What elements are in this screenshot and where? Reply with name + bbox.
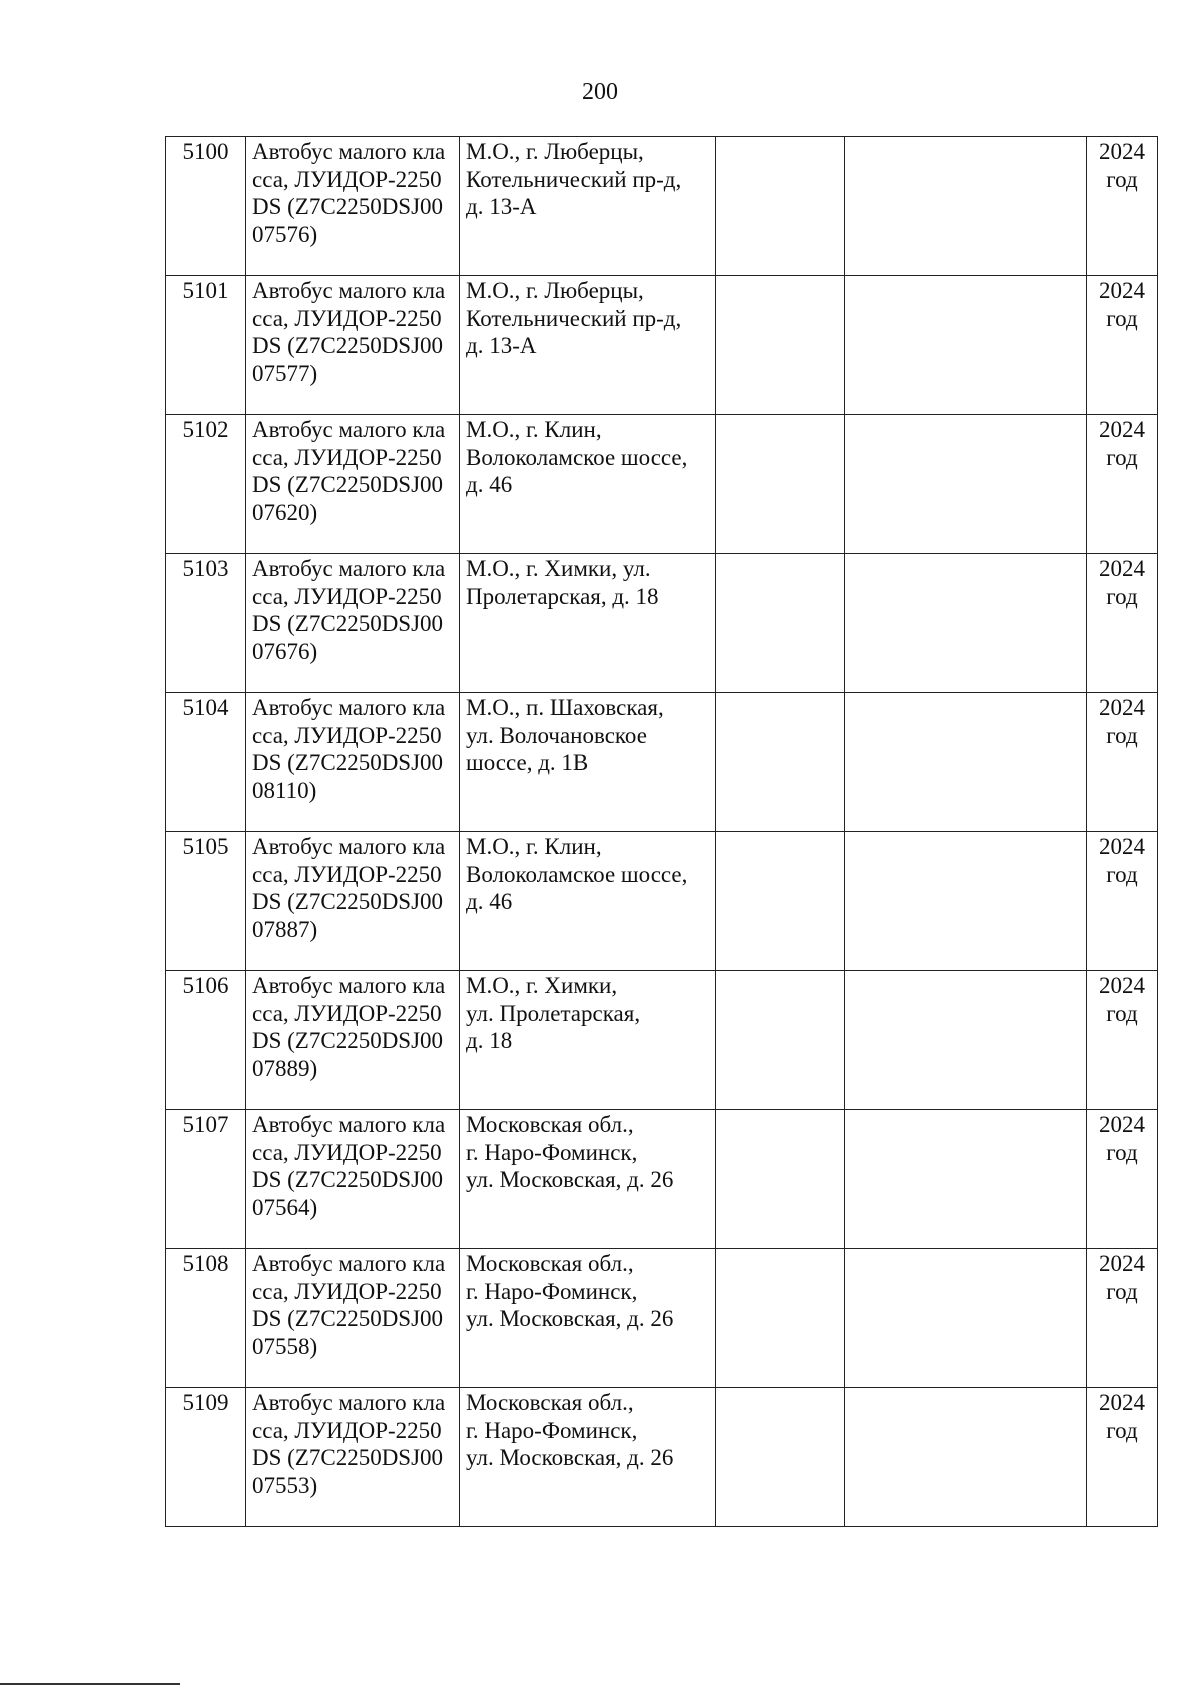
table-row: [166, 1388, 1158, 1527]
vehicle-address: М.О., г. Люберцы, Котельнический пр-д, д. 13-А: [460, 276, 716, 415]
table-row: [166, 415, 1158, 554]
vehicle-name: Автобус малого класса, ЛУИДОР-2250DS (Z7C2250DSJ0007887): [246, 832, 460, 971]
table-row: [166, 137, 1158, 276]
empty-cell: [845, 415, 1087, 554]
empty-cell: [845, 137, 1087, 276]
vehicle-address: Московская обл., г. Наро-Фоминск, ул. Московская, д. 26: [460, 1249, 716, 1388]
year-cell: 2024 год: [1087, 971, 1158, 1110]
row-number: 5100: [166, 137, 246, 276]
empty-cell: [845, 1249, 1087, 1388]
empty-cell: [845, 832, 1087, 971]
empty-cell: [845, 693, 1087, 832]
vehicle-name: Автобус малого класса, ЛУИДОР-2250DS (Z7C2250DSJ0007576): [246, 137, 460, 276]
table-row: [166, 971, 1158, 1110]
vehicle-name: Автобус малого класса, ЛУИДОР-2250DS (Z7C2250DSJ0007577): [246, 276, 460, 415]
bottom-rule: [0, 1683, 180, 1685]
row-number: 5104: [166, 693, 246, 832]
vehicle-table: [165, 136, 1158, 1527]
page-number: 200: [582, 79, 618, 105]
year-cell: 2024 год: [1087, 1249, 1158, 1388]
vehicle-name: Автобус малого класса, ЛУИДОР-2250DS (Z7C2250DSJ0007889): [246, 971, 460, 1110]
empty-cell: [716, 554, 845, 693]
empty-cell: [716, 415, 845, 554]
empty-cell: [716, 971, 845, 1110]
empty-cell: [845, 554, 1087, 693]
table-row: [166, 832, 1158, 971]
year-cell: 2024 год: [1087, 554, 1158, 693]
row-number: 5105: [166, 832, 246, 971]
empty-cell: [716, 693, 845, 832]
table-row: [166, 554, 1158, 693]
vehicle-name: Автобус малого класса, ЛУИДОР-2250DS (Z7C2250DSJ0008110): [246, 693, 460, 832]
vehicle-address: М.О., г. Люберцы, Котельнический пр-д, д. 13-А: [460, 137, 716, 276]
empty-cell: [845, 276, 1087, 415]
empty-cell: [716, 137, 845, 276]
vehicle-address: М.О., г. Химки, ул. Пролетарская, д. 18: [460, 554, 716, 693]
empty-cell: [716, 276, 845, 415]
empty-cell: [845, 1388, 1087, 1527]
vehicle-address: Московская обл., г. Наро-Фоминск, ул. Московская, д. 26: [460, 1388, 716, 1527]
year-cell: 2024 год: [1087, 1110, 1158, 1249]
vehicle-address: М.О., п. Шаховская, ул. Волочановское шоссе, д. 1В: [460, 693, 716, 832]
vehicle-address: Московская обл., г. Наро-Фоминск, ул. Московская, д. 26: [460, 1110, 716, 1249]
year-cell: 2024 год: [1087, 1388, 1158, 1527]
table-row: [166, 1249, 1158, 1388]
row-number: 5102: [166, 415, 246, 554]
year-cell: 2024 год: [1087, 276, 1158, 415]
vehicle-name: Автобус малого класса, ЛУИДОР-2250DS (Z7C2250DSJ0007620): [246, 415, 460, 554]
year-cell: 2024 год: [1087, 137, 1158, 276]
empty-cell: [716, 1110, 845, 1249]
vehicle-name: Автобус малого класса, ЛУИДОР-2250DS (Z7C2250DSJ0007558): [246, 1249, 460, 1388]
row-number: 5107: [166, 1110, 246, 1249]
vehicle-address: М.О., г. Клин, Волоколамское шоссе, д. 46: [460, 832, 716, 971]
vehicle-name: Автобус малого класса, ЛУИДОР-2250DS (Z7C2250DSJ0007564): [246, 1110, 460, 1249]
row-number: 5108: [166, 1249, 246, 1388]
year-cell: 2024 год: [1087, 832, 1158, 971]
row-number: 5106: [166, 971, 246, 1110]
table-row: [166, 1110, 1158, 1249]
empty-cell: [845, 971, 1087, 1110]
table-row: [166, 693, 1158, 832]
row-number: 5101: [166, 276, 246, 415]
year-cell: 2024 год: [1087, 693, 1158, 832]
vehicle-name: Автобус малого класса, ЛУИДОР-2250DS (Z7C2250DSJ0007676): [246, 554, 460, 693]
year-cell: 2024 год: [1087, 415, 1158, 554]
empty-cell: [716, 1249, 845, 1388]
row-number: 5103: [166, 554, 246, 693]
empty-cell: [716, 1388, 845, 1527]
vehicle-address: М.О., г. Клин, Волоколамское шоссе, д. 46: [460, 415, 716, 554]
vehicle-name: Автобус малого класса, ЛУИДОР-2250DS (Z7C2250DSJ0007553): [246, 1388, 460, 1527]
empty-cell: [716, 832, 845, 971]
row-number: 5109: [166, 1388, 246, 1527]
table-row: [166, 276, 1158, 415]
vehicle-address: М.О., г. Химки, ул. Пролетарская, д. 18: [460, 971, 716, 1110]
empty-cell: [845, 1110, 1087, 1249]
